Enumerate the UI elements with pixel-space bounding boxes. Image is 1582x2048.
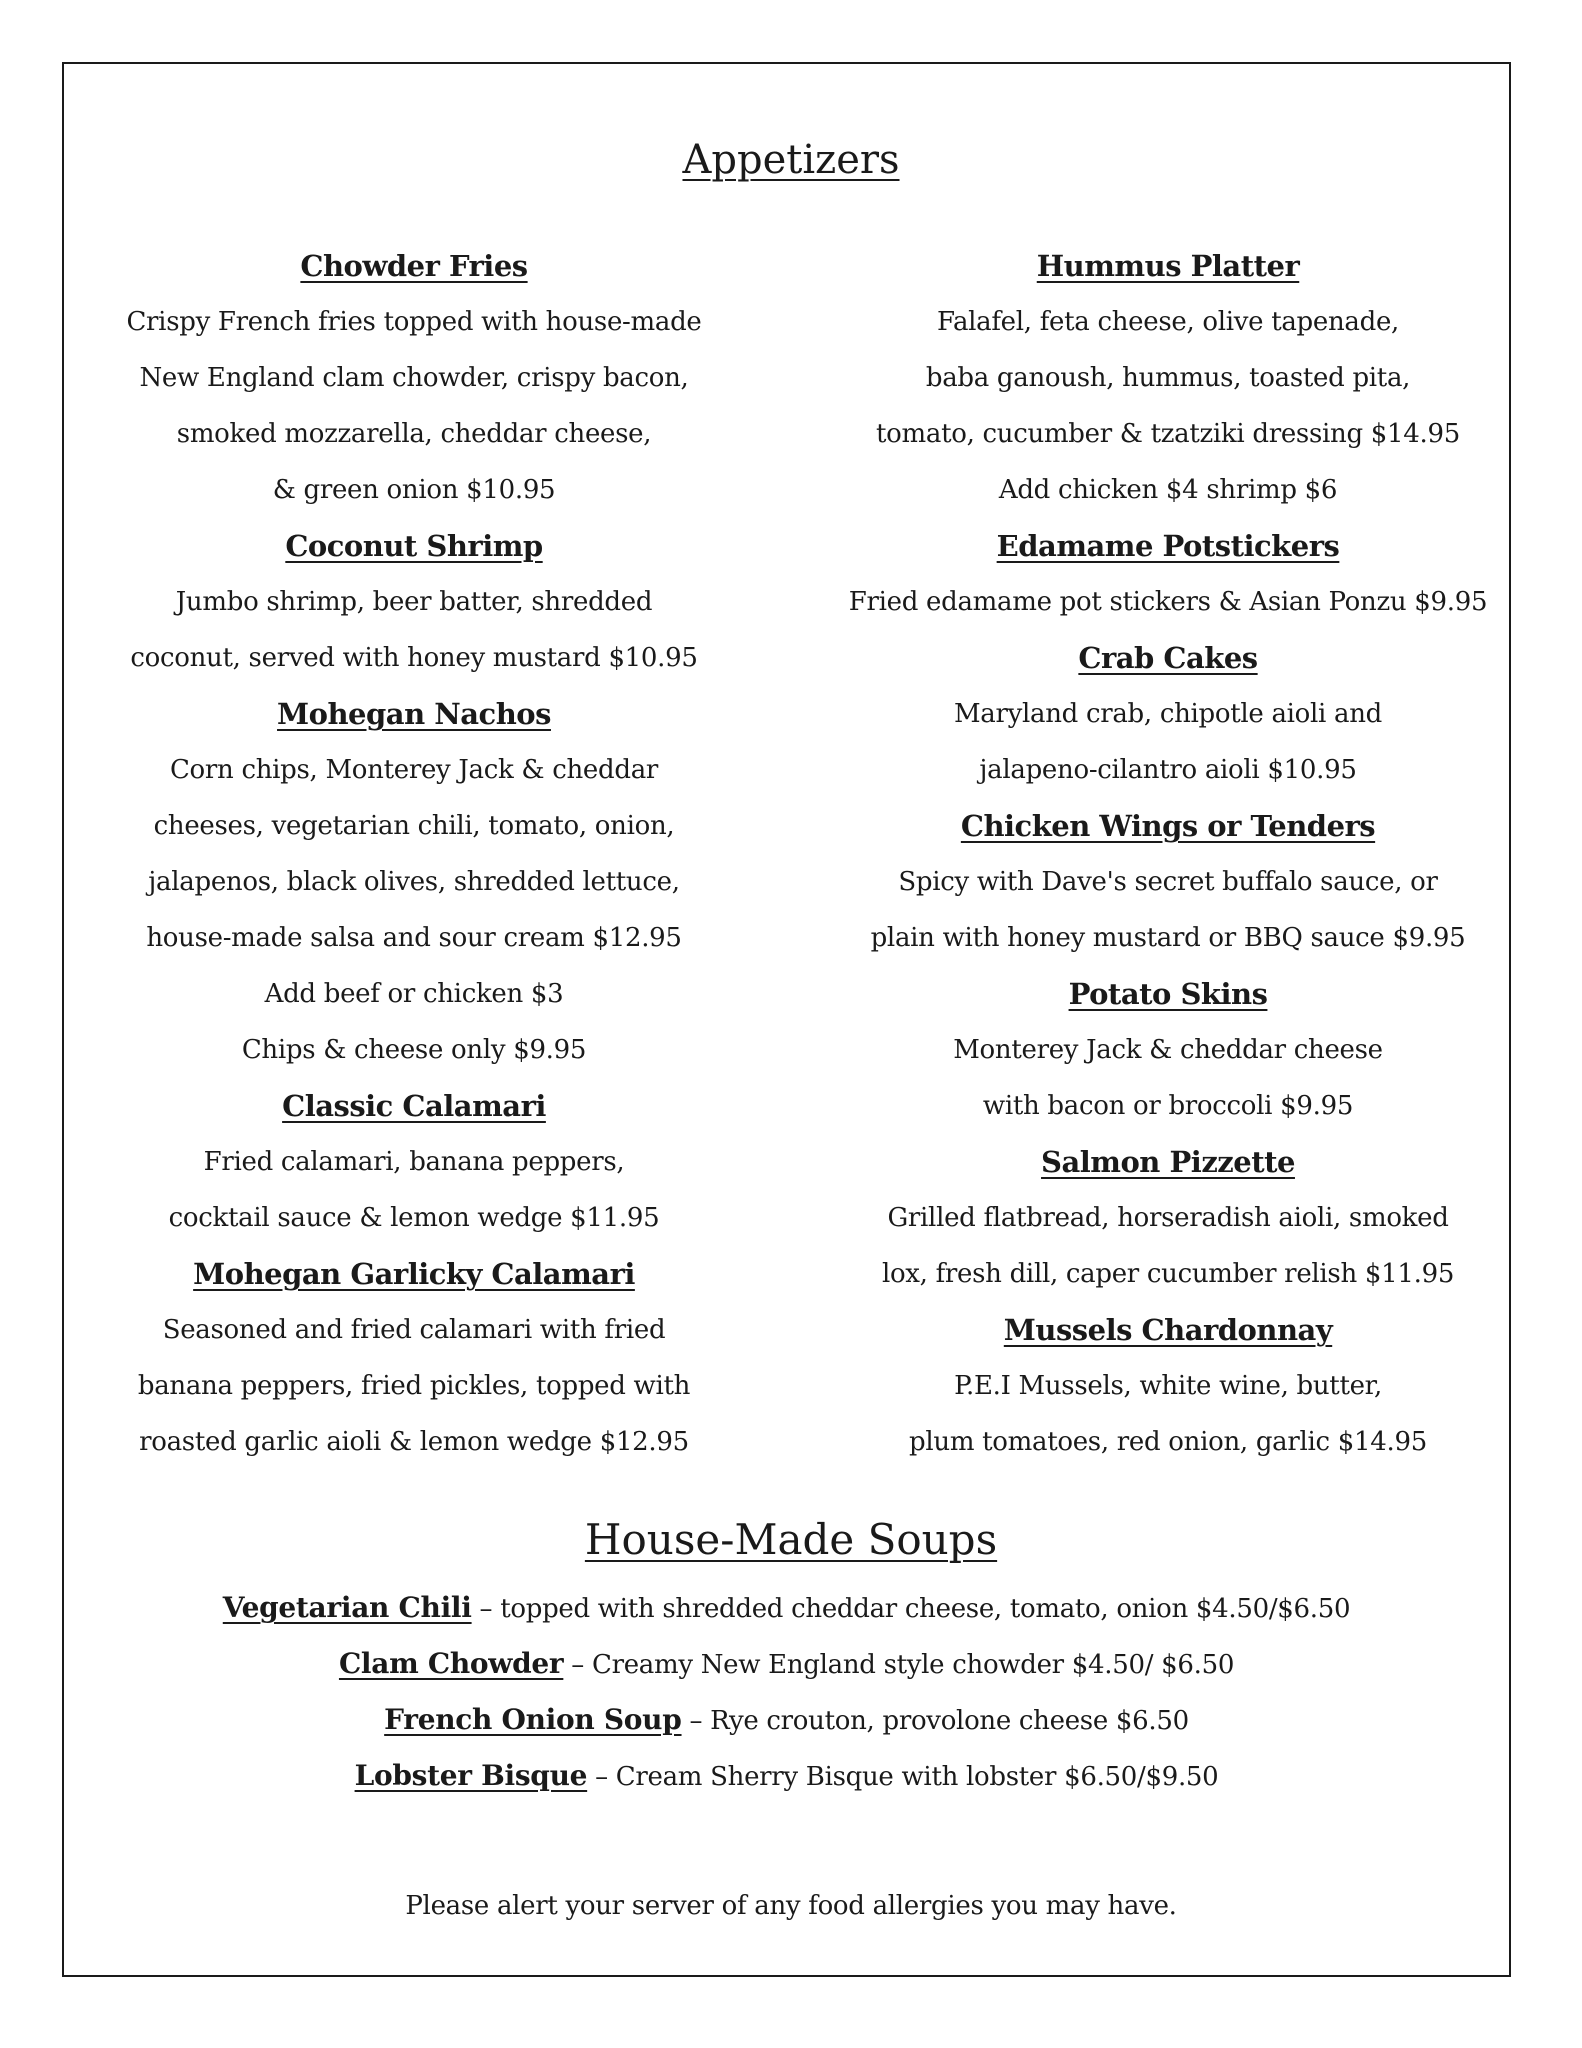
item-description: Spicy with Dave's secret buffalo sauce, or xyxy=(898,867,1438,897)
item-name: Hummus Platter xyxy=(1036,249,1300,283)
menu-item xyxy=(818,1302,1518,1470)
item-name: Chowder Fries xyxy=(300,249,528,283)
item-name: Mohegan Garlicky Calamari xyxy=(193,1257,635,1291)
item-description: banana peppers, fried pickles, topped with xyxy=(137,1371,691,1401)
item-name: Mussels Chardonnay xyxy=(1003,1313,1333,1347)
item-description: Crispy French fries topped with house-made xyxy=(126,307,702,337)
item-name: Chicken Wings or Tenders xyxy=(960,809,1376,843)
item-description: Monterey Jack & cheddar cheese xyxy=(953,1035,1383,1065)
item-description: Jumbo shrimp, beer batter, shredded xyxy=(175,587,653,617)
item-description: baba ganoush, hummus, toasted pita, xyxy=(925,363,1411,393)
soup-item xyxy=(62,1748,1511,1804)
item-description: Corn chips, Monterey Jack & cheddar xyxy=(169,755,659,785)
menu-item xyxy=(818,1134,1518,1302)
item-description: cheeses, vegetarian chili, tomato, onion, xyxy=(153,811,675,841)
item-description: plain with honey mustard or BBQ sauce $9.95 xyxy=(870,923,1466,953)
soup-item xyxy=(62,1636,1511,1692)
soups-title: House-Made Soups xyxy=(584,1515,998,1564)
item-description: plum tomatoes, red onion, garlic $14.95 xyxy=(909,1427,1427,1457)
item-description: jalapenos, black olives, shredded lettuce, xyxy=(148,867,680,897)
item-description: jalapeno-cilantro aioli $10.95 xyxy=(979,755,1357,785)
menu-item xyxy=(818,238,1518,518)
item-description: coconut, served with honey mustard $10.95 xyxy=(130,643,698,673)
soups-list xyxy=(62,1580,1511,1804)
soup-name: Lobster Bisque xyxy=(354,1759,588,1792)
soup-item xyxy=(62,1692,1511,1748)
item-description: smoked mozzarella, cheddar cheese, xyxy=(176,419,652,449)
appetizers-right-column xyxy=(818,238,1518,1470)
item-description: Seasoned and fried calamari with fried xyxy=(162,1315,666,1345)
item-name: Edamame Potstickers xyxy=(996,529,1340,563)
item-description: Add beef or chicken $3 xyxy=(264,979,564,1009)
allergy-note: Please alert your server of any food allergies you may have. xyxy=(405,1891,1177,1921)
menu-item xyxy=(80,1078,748,1246)
appetizers-title: Appetizers xyxy=(682,137,900,183)
item-description: tomato, cucumber & tzatziki dressing $14.95 xyxy=(876,419,1460,449)
soup-item xyxy=(62,1580,1511,1636)
soup-name: Clam Chowder xyxy=(338,1647,564,1680)
soup-description: – Cream Sherry Bisque with lobster $6.50/$9.50 xyxy=(587,1762,1219,1792)
item-description: roasted garlic aioli & lemon wedge $12.95 xyxy=(139,1427,689,1457)
item-description: Add chicken $4 shrimp $6 xyxy=(998,475,1338,505)
item-description: & green onion $10.95 xyxy=(272,475,556,505)
appetizers-left-column xyxy=(80,238,748,1470)
menu-item xyxy=(818,798,1518,966)
soup-name: French Onion Soup xyxy=(384,1703,682,1736)
menu-item xyxy=(80,518,748,686)
item-description: house-made salsa and sour cream $12.95 xyxy=(146,923,682,953)
item-name: Mohegan Nachos xyxy=(277,697,551,731)
item-name: Classic Calamari xyxy=(282,1089,546,1123)
menu-item xyxy=(80,1246,748,1470)
item-description: Grilled flatbread, horseradish aioli, smoked xyxy=(887,1203,1449,1233)
item-description: New England clam chowder, crispy bacon, xyxy=(139,363,689,393)
item-description: Maryland crab, chipotle aioli and xyxy=(953,699,1383,729)
menu-item xyxy=(818,966,1518,1134)
menu-item xyxy=(80,686,748,1078)
menu-item xyxy=(818,518,1518,630)
item-description: Fried calamari, banana peppers, xyxy=(203,1147,625,1177)
item-name: Potato Skins xyxy=(1068,977,1268,1011)
item-name: Salmon Pizzette xyxy=(1041,1145,1295,1179)
soup-name: Vegetarian Chili xyxy=(222,1591,472,1624)
menu-item xyxy=(80,238,748,518)
item-description: Fried edamame pot stickers & Asian Ponzu $9.95 xyxy=(848,587,1488,617)
item-description: lox, fresh dill, caper cucumber relish $11.95 xyxy=(881,1259,1455,1289)
item-name: Crab Cakes xyxy=(1078,641,1258,675)
soup-description: – Rye crouton, provolone cheese $6.50 xyxy=(681,1706,1189,1736)
item-description: Falafel, feta cheese, olive tapenade, xyxy=(936,307,1400,337)
item-description: Chips & cheese only $9.95 xyxy=(241,1035,587,1065)
item-description: with bacon or broccoli $9.95 xyxy=(982,1091,1354,1121)
item-description: P.E.I Mussels, white wine, butter, xyxy=(954,1371,1382,1401)
soup-description: – topped with shredded cheddar cheese, tomato, onion $4.50/$6.50 xyxy=(471,1594,1351,1624)
soup-description: – Creamy New England style chowder $4.50/ $6.50 xyxy=(563,1650,1235,1680)
item-description: cocktail sauce & lemon wedge $11.95 xyxy=(168,1203,660,1233)
item-name: Coconut Shrimp xyxy=(285,529,543,563)
menu-item xyxy=(818,630,1518,798)
